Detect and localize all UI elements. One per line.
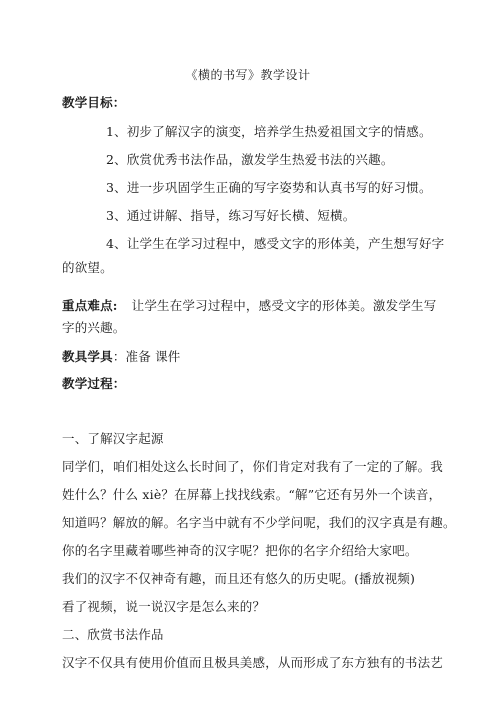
difficulty-continued: 字的兴趣。 xyxy=(62,320,126,335)
goal-item-1: 1、初步了解汉字的演变，培养学生热爱祖国文字的情感。 xyxy=(106,124,432,139)
goal-item-2: 2、欣赏优秀书法作品，激发学生热爱书法的兴趣。 xyxy=(106,152,394,167)
section-1-paragraph-line: 我们的汉字不仅神奇有趣，而且还有悠久的历史呢。(播放视频) xyxy=(62,571,416,586)
process-heading: 教学过程： xyxy=(62,376,126,391)
section-1-paragraph-line: 看了视频，说一说汉字是怎么来的？ xyxy=(62,599,266,614)
tools-label: 教具学具 xyxy=(62,349,113,364)
section-1-paragraph-line: 知道吗？解放的解。名字当中就有不少学问呢，我们的汉字真是有趣。 xyxy=(62,515,456,530)
section-1-paragraph-line: 同学们，咱们相处这么长时间了，你们肯定对我有了一定的了解。我 xyxy=(62,459,444,474)
goal-item-3: 3、进一步巩固学生正确的写字姿势和认真书写的好习惯。 xyxy=(106,180,432,195)
tools-text: ：准备 课件 xyxy=(112,349,181,364)
section-2-heading: 二、欣赏书法作品 xyxy=(62,627,164,642)
difficulty-text: 让学生在学习过程中，感受文字的形体美。激发学生写 xyxy=(131,298,437,313)
difficulty-line xyxy=(62,298,442,314)
goal-item-5: 4、让学生在学习过程中，感受文字的形体美，产生想写好字 xyxy=(106,236,445,251)
section-1-heading: 一、了解汉字起源 xyxy=(62,431,164,446)
difficulty-label: 重点难点: xyxy=(62,298,118,313)
tools-line xyxy=(62,349,442,365)
section-2-paragraph-line: 汉字不仅具有使用价值而且极具美感，从而形成了东方独有的书法艺 xyxy=(62,655,444,670)
document-title: 《横的书写》教学设计 xyxy=(185,68,311,82)
goal-item-4: 3、通过讲解、指导，练习写好长横、短横。 xyxy=(106,208,356,223)
goal-item-5-continued: 的欲望。 xyxy=(62,260,113,275)
goals-heading: 教学目标： xyxy=(62,95,126,110)
section-1-paragraph-line: 姓什么？什么 xiè？在屏幕上找找线索。“解”它还有另外一个读音， xyxy=(62,487,442,502)
section-1-paragraph-line: 你的名字里藏着哪些神奇的汉字呢？把你的名字介绍给大家吧。 xyxy=(62,543,418,558)
